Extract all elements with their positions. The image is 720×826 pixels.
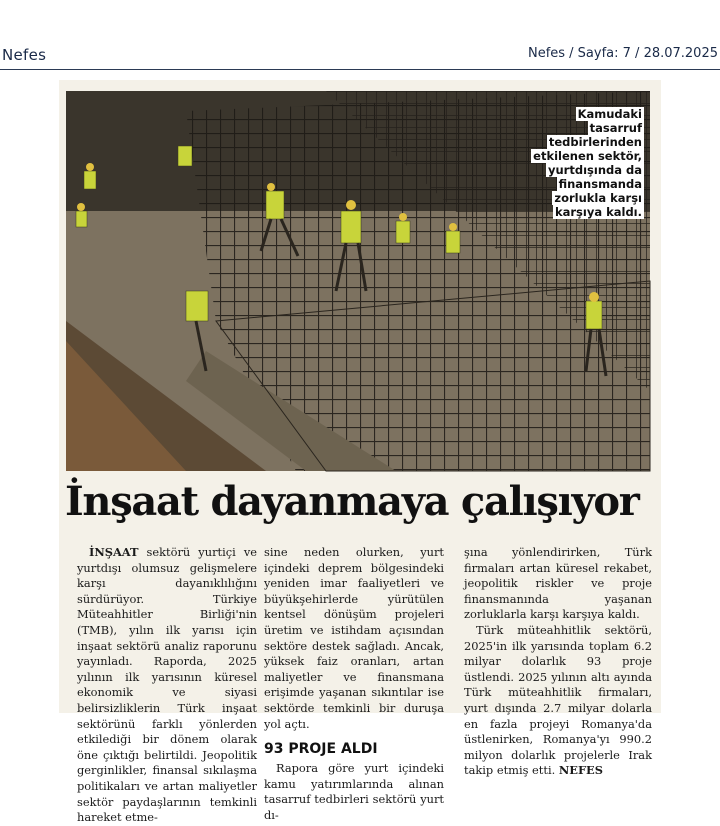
- column-1-text: sektörü yurtiçi ve yurtdışı olumsuz gelişmelere karşı dayanıklılığını sürdürüyor. Türkiye Müteahhitler Birliği'nin (TMB), yılın ilk yarısı için inşaat sektörü analiz raporunu yayınladı. Raporda, 2025 yılının ilk yarısının küresel ekonomik ve siyasi belirsizliklerin Türk inşaat sektörünü farklı yönlerden etkilediği bir dönem olarak öne çıktığı belirtildi. Jeopolitik gerginlikler, finansal sıkılaşma politikaları ve artan maliyetler sektör paydaşlarının temkinli hareket etme-: [77, 545, 257, 825]
- page-header: [0, 0, 720, 70]
- article-signature: NEFES: [558, 763, 603, 778]
- lead-word: İNŞAAT: [89, 545, 139, 559]
- photo-caption: Kamudaki tasarruf tedbirlerinden etkilenen sektör, yurtdışında da finansmanda zorlukla karşı karşıya kaldı.: [533, 107, 642, 219]
- newspaper-clipping: [59, 80, 661, 825]
- subheading: 93 PROJE ALDI: [264, 741, 378, 758]
- publication-name: Nefes: [2, 46, 47, 64]
- column-3a-text: şına yönlendirirken, Türk firmaları artan küresel rekabet, jeopolitik riskler ve proje finansmanında yaşanan zorluklarla karşı karşıya kaldı.: [464, 545, 652, 622]
- page-info: Nefes / Sayfa: 7 / 28.07.2025: [527, 46, 718, 61]
- article-headline: İnşaat dayanmaya çalışıyor: [65, 478, 639, 525]
- construction-photo: [66, 91, 650, 471]
- article-column-2: [264, 545, 444, 824]
- article-column-1: [77, 545, 257, 826]
- column-2b-text: Rapora göre yurt içindeki kamu yatırımlarında alınan tasarruf tedbirleri sektörü yurt dı-: [264, 761, 444, 822]
- column-3b-text: Türk müteahhitlik sektörü, 2025'in ilk yarısında toplam 6.2 milyar dolarlık 93 proje üstlendi. 2025 yılının altı ayında Türk müteahhitlik firmaları, yurt dışında 2.7 milyar dolarla en fazla projeyi Romanya'da üstlenirken, Romanya'yı 990.2 milyon dolarlık projelerle Irak takip etmiş etti.: [464, 622, 652, 778]
- column-2-text: sine neden olurken, yurt içindeki deprem bölgesindeki yeniden imar faaliyetleri ve büyükşehirlerde yürütülen kentsel dönüşüm projeleri üretim ve istihdam açısından sektöre destek sağladı. Ancak, yüksek faiz oranları, artan maliyetler ve finansmana erişimde yaşanan sıkıntılar ise sektörde temkinli bir duruşa yol açtı.: [264, 545, 444, 731]
- header-divider: [0, 69, 720, 70]
- article-column-3: [464, 545, 652, 779]
